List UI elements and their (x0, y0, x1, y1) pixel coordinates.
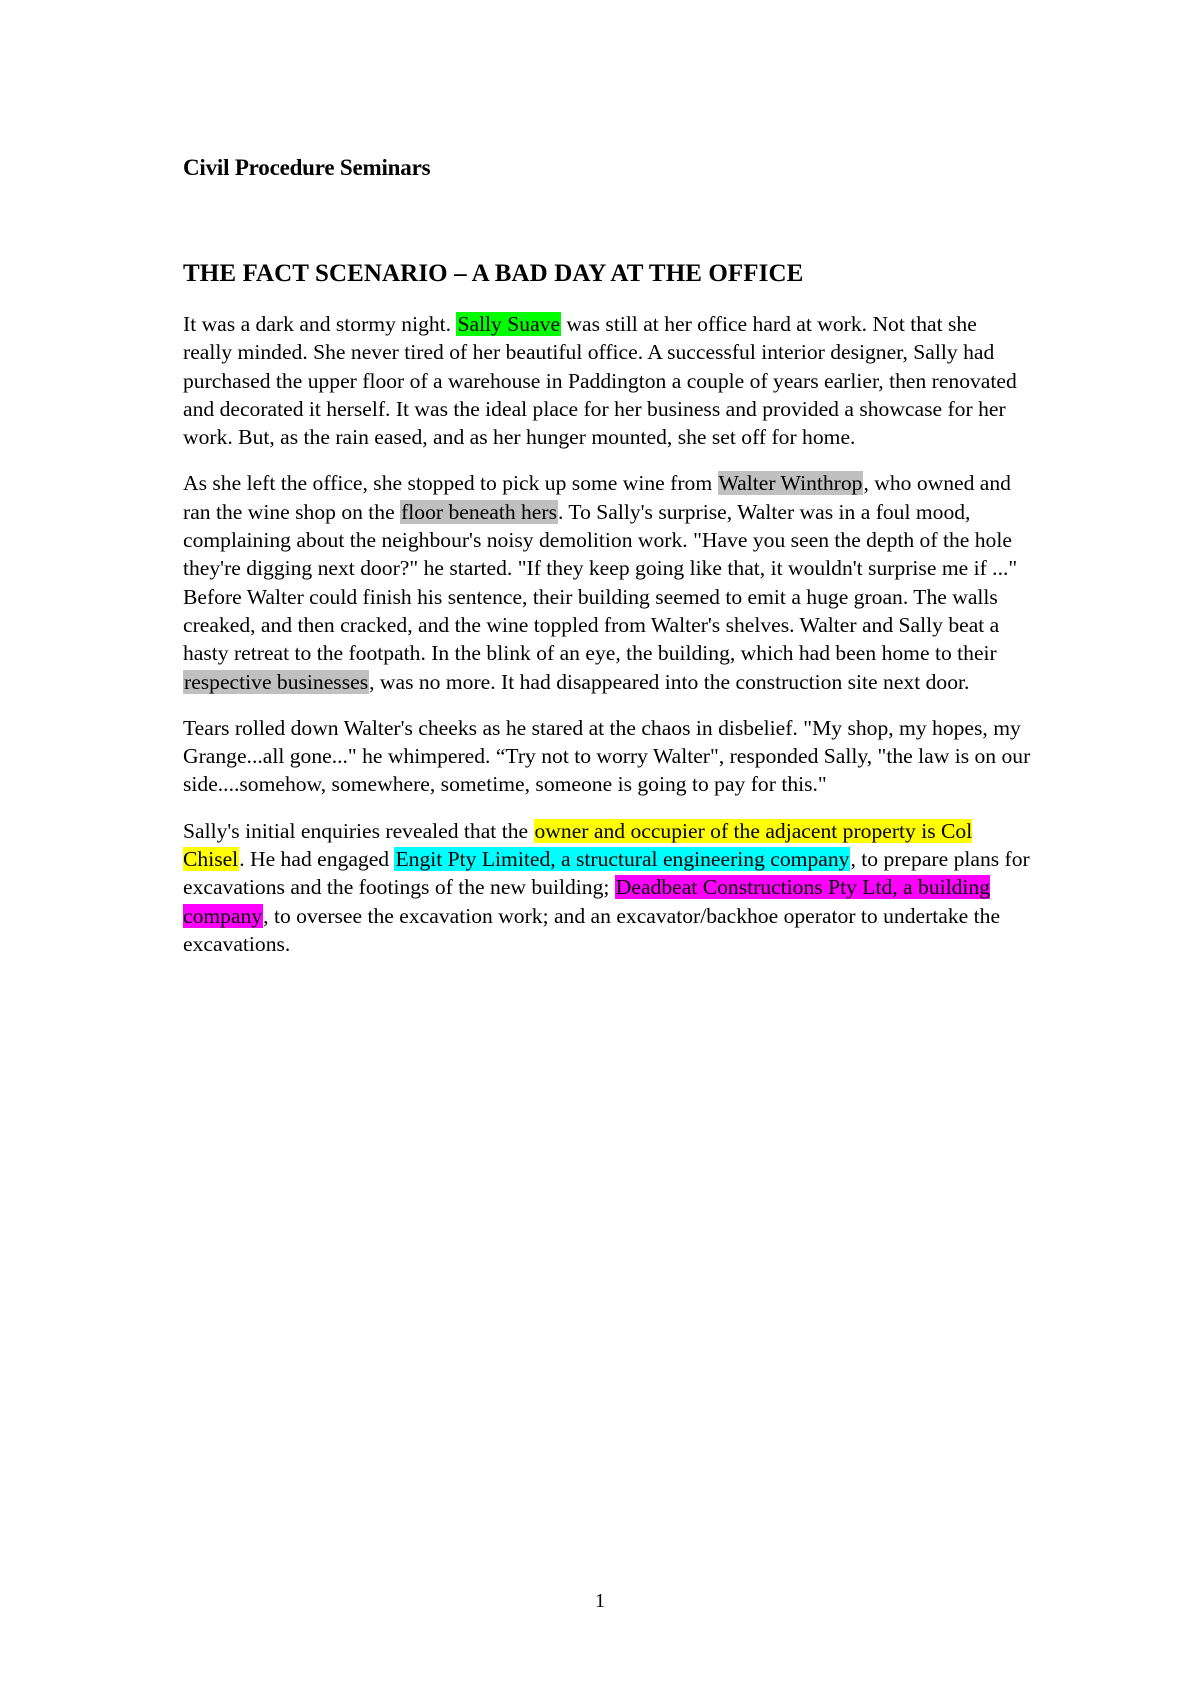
document-body (183, 310, 1031, 976)
paragraph-text: . He had engaged (239, 847, 395, 872)
paragraph-text: Tears rolled down Walter's cheeks as he stared at the chaos in disbelief. "My shop, my hopes, my Grange...all gone..." he whimpered. “Try not to worry Walter", responded Sally, "the law is on our side....somehow, somewhere, sometime, someone is going to pay for this." (183, 715, 1031, 797)
paragraph-text: was still at her office hard at work. Not that she really minded. She never tired of her beautiful office. A successful interior designer, Sally had purchased the upper floor of a warehouse in Paddington a couple of years earlier, then renovated and decorated it herself. It was the ideal place for her business and provided a showcase for her work. But, as the rain eased, and as her hunger mounted, she set off for home. (183, 312, 1017, 450)
page-number: 1 (595, 1590, 605, 1612)
highlight-floor-beneath: floor beneath hers (401, 499, 557, 524)
paragraph-text: , who owned and ran the wine shop on the (183, 471, 1011, 524)
paragraph-text: It was a dark and stormy night. (183, 312, 457, 336)
paragraph-text: As she left the office, she stopped to pick up some wine from (183, 471, 718, 496)
section-heading: THE FACT SCENARIO – A BAD DAY AT THE OFFICE (183, 260, 804, 287)
highlight-owner-occupier: owner and occupier of the adjacent property is Col Chisel (183, 818, 973, 872)
highlight-sally-suave: Sally Suave (457, 312, 561, 336)
paragraph-text: , to oversee the excavation work; and an excavator/backhoe operator to undertake the excavations. (183, 903, 1001, 956)
highlight-engit: Engit Pty Limited, a structural engineering company (395, 847, 850, 872)
paragraph-3 (183, 714, 1031, 799)
highlight-respective-businesses: respective businesses (184, 669, 369, 694)
highlight-walter-winthrop: Walter Winthrop (718, 471, 863, 496)
paragraph-text: . To Sally's surprise, Walter was in a foul mood, complaining about the neighbour's noisy demolition work. "Have you seen the depth of the hole they're digging next door?" he started. "If they keep going like that, it wouldn't surprise me if ..." Before Walter could finish his sentence, their building seemed to emit a huge groan. The walls creaked, and then cracked, and the wine toppled from Walter's shelves. Walter and Sally beat a hasty retreat to the footpath. In the blink of an eye, the building, which had been home to their (183, 499, 1018, 666)
document-title: Civil Procedure Seminars (183, 155, 431, 180)
paragraph-text: , was no more. It had disappeared into the construction site next door. (369, 669, 970, 694)
paragraph-4 (183, 817, 1031, 958)
highlight-deadbeat: Deadbeat Constructions Pty Ltd, a building company (183, 875, 991, 928)
paragraph-text: Sally's initial enquiries revealed that the (183, 818, 534, 843)
paragraph-text: , to prepare plans for excavations and the footings of the new building; (183, 847, 1030, 900)
paragraph-1 (183, 310, 1031, 451)
paragraph-2 (183, 469, 1031, 695)
